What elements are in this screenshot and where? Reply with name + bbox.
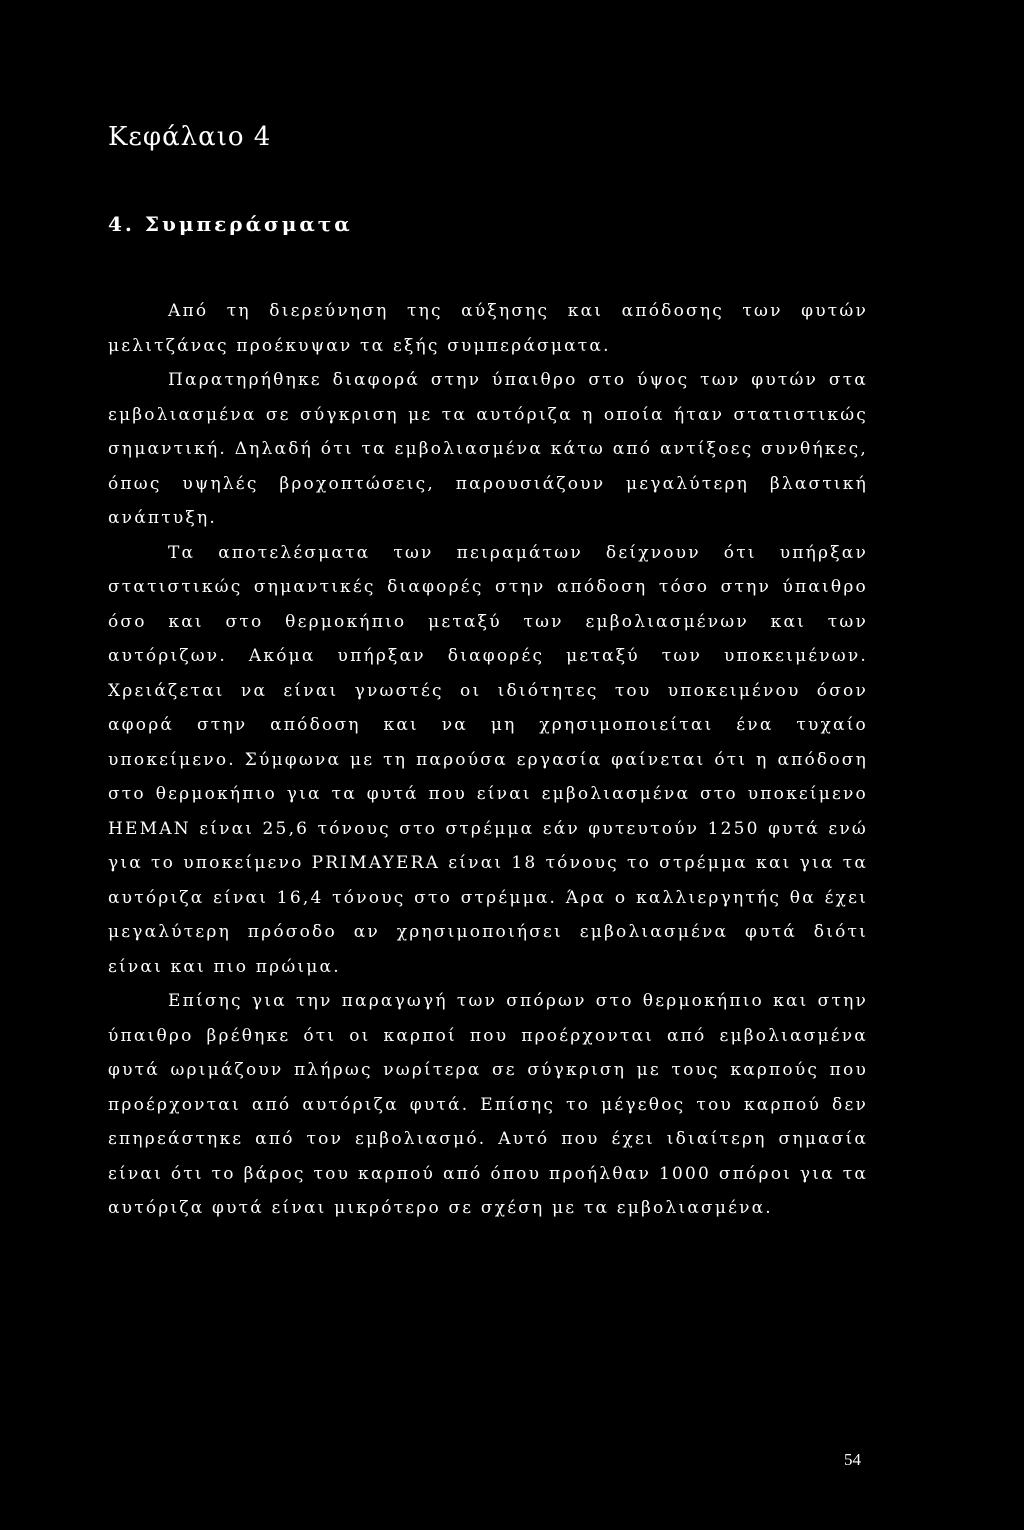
paragraph-intro: Από τη διερεύνηση της αύξησης και απόδοσης των φυτών μελιτζάνας προέκυψαν τα εξής συμπεράσματα.	[108, 301, 868, 356]
section-title: 4. Συμπεράσματα	[108, 212, 353, 236]
chapter-title: Κεφάλαιο 4	[108, 122, 272, 152]
paragraph-yield: Τα αποτελέσματα των πειραμάτων δείχνουν ότι υπήρξαν στατιστικώς σημαντικές διαφορές στην απόδοση τόσο στην ύπαιθρο όσο και στο θερμοκήπιο μεταξύ των εμβολιασμένων και των αυτόριζων. Ακόμα υπήρξαν διαφορές μεταξύ των υποκειμένων. Χρειάζεται να είναι γνωστές οι ιδιότητες του υποκειμένου όσον αφορά στην απόδοση και να μη χρησιμοποιείται ένα τυχαίο υποκείμενο. Σύμφωνα με τη παρούσα εργασία φαίνεται ότι η απόδοση στο θερμοκήπιο για τα φυτά που είναι εμβολιασμένα στο υποκείμενο HEMAN είναι 25,6 τόνους στο στρέμμα εάν φυτευτούν 1250 φυτά ενώ για το υποκείμενο PRIMAYERA είναι 18 τόνους το στρέμμα και για τα αυτόριζα είναι 16,4 τόνους στο στρέμμα. Άρα ο καλλιεργητής θα έχει μεγαλύτερη πρόσοδο αν χρησιμοποιήσει εμβολιασμένα φυτά διότι είναι και πιο πρώιμα.	[108, 542, 868, 977]
page-number: 54	[844, 1450, 861, 1469]
body-text	[108, 294, 868, 1226]
paragraph-seed-production: Επίσης για την παραγωγή των σπόρων στο θερμοκήπιο και στην ύπαιθρο βρέθηκε ότι οι καρποί που προέρχονται από εμβολιασμένα φυτά ωριμάζουν πλήρως νωρίτερα σε σύγκριση με τους καρπούς που προέρχονται από αυτόριζα φυτά. Επίσης το μέγεθος του καρπού δεν επηρεάστηκε από τον εμβολιασμό. Αυτό που έχει ιδιαίτερη σημασία είναι ότι το βάρος του καρπού από όπου προήλθαν 1000 σπόροι για τα αυτόριζα φυτά είναι μικρότερο σε σχέση με τα εμβολιασμένα.	[108, 991, 868, 1218]
paragraph-plant-height: Παρατηρήθηκε διαφορά στην ύπαιθρο στο ύψος των φυτών στα εμβολιασμένα σε σύγκριση με τα αυτόριζα η οποία ήταν στατιστικώς σημαντική. Δηλαδή ότι τα εμβολιασμένα κάτω από αντίξοες συνθήκες, όπως υψηλές βροχοπτώσεις, παρουσιάζουν μεγαλύτερη βλαστική ανάπτυξη.	[108, 370, 868, 528]
